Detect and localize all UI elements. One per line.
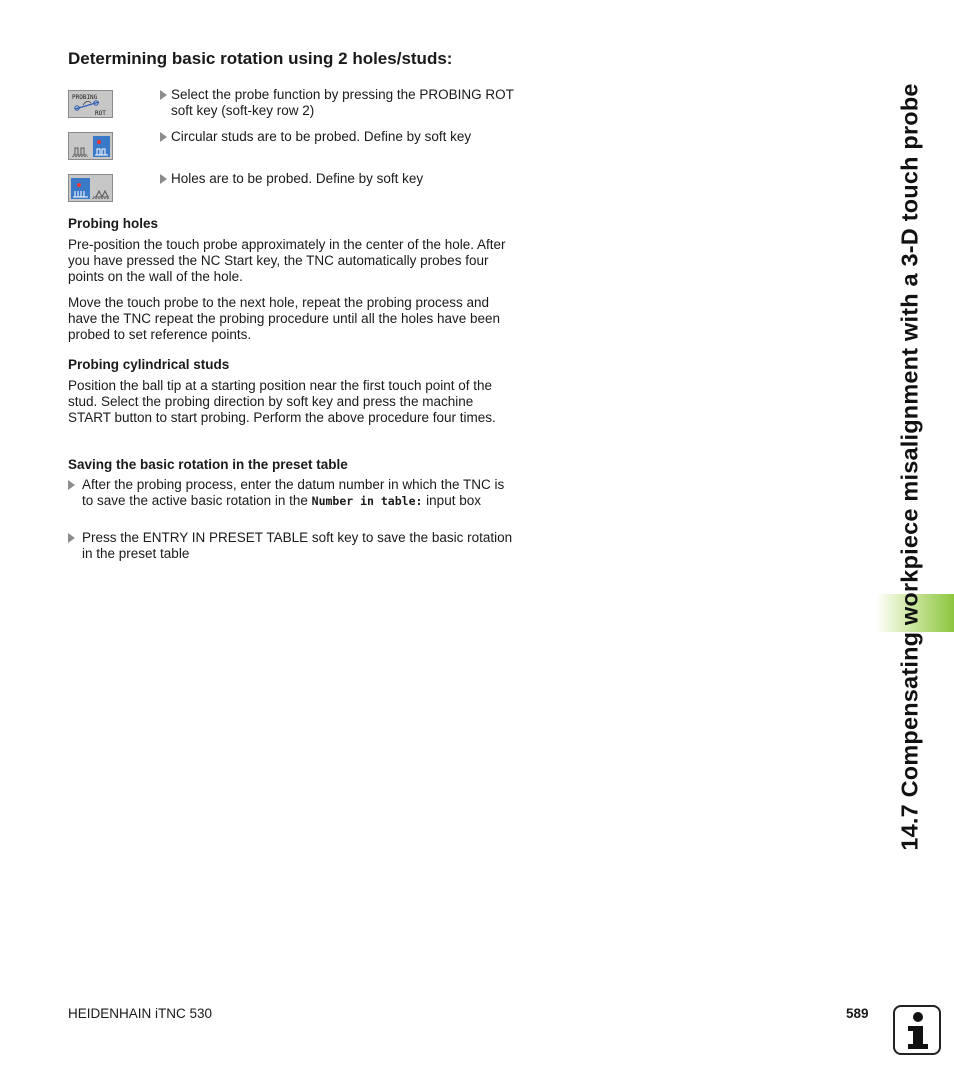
chapter-side-title: 14.7 Compensating workpiece misalignment with a 3-D touch probe xyxy=(896,83,923,851)
softkey-top-label: PROBING xyxy=(72,94,98,101)
bullet-arrow-icon xyxy=(68,533,75,543)
saving-bullet-1: After the probing process, enter the datum number in which the TNC is to save the active basic rotation in the Number in table: input box xyxy=(68,477,513,509)
number-in-table-field-label: Number in table: xyxy=(311,494,423,509)
bullet-arrow-icon xyxy=(160,132,167,142)
circular-studs-softkey-icon xyxy=(68,132,113,160)
softkey-instruction-2: Circular studs are to be probed. Define by soft key xyxy=(160,129,520,145)
probing-holes-paragraph-2: Move the touch probe to the next hole, repeat the probing process and have the TNC repeat the probing procedure until all the holes have been probed to set reference points. xyxy=(68,295,501,343)
bullet-arrow-icon xyxy=(160,174,167,184)
footer-product: HEIDENHAIN iTNC 530 xyxy=(68,1006,213,1021)
saving-bullet-2: Press the ENTRY IN PRESET TABLE soft key to save the basic rotation in the preset table xyxy=(68,530,513,562)
probing-holes-heading: Probing holes xyxy=(68,216,159,231)
softkey-instruction-3: Holes are to be probed. Define by soft key xyxy=(160,171,520,187)
saving-heading: Saving the basic rotation in the preset table xyxy=(68,457,348,472)
probing-studs-paragraph: Position the ball tip at a starting position near the first touch point of the stud. Select the probing direction by soft key and press the machine START button to start probing. Perform the above procedure four times. xyxy=(68,378,496,426)
bullet-arrow-icon xyxy=(68,480,75,490)
probing-studs-heading: Probing cylindrical studs xyxy=(68,357,230,372)
holes-softkey-icon xyxy=(68,174,113,202)
softkey-instruction-1: Select the probe function by pressing the PROBING ROT soft key (soft-key row 2) xyxy=(160,87,520,119)
bullet-arrow-icon xyxy=(160,90,167,100)
softkey-bottom-label: ROT xyxy=(95,110,106,117)
section-heading: Determining basic rotation using 2 holes/studs: xyxy=(68,49,453,68)
probing-rot-softkey-icon xyxy=(68,90,113,118)
probing-holes-paragraph-1: Pre-position the touch probe approximately in the center of the hole. After you have pressed the NC Start key, the TNC automatically probes four points on the wall of the hole. xyxy=(68,237,506,285)
page-number: 589 xyxy=(846,1006,869,1021)
info-icon xyxy=(893,1005,941,1055)
